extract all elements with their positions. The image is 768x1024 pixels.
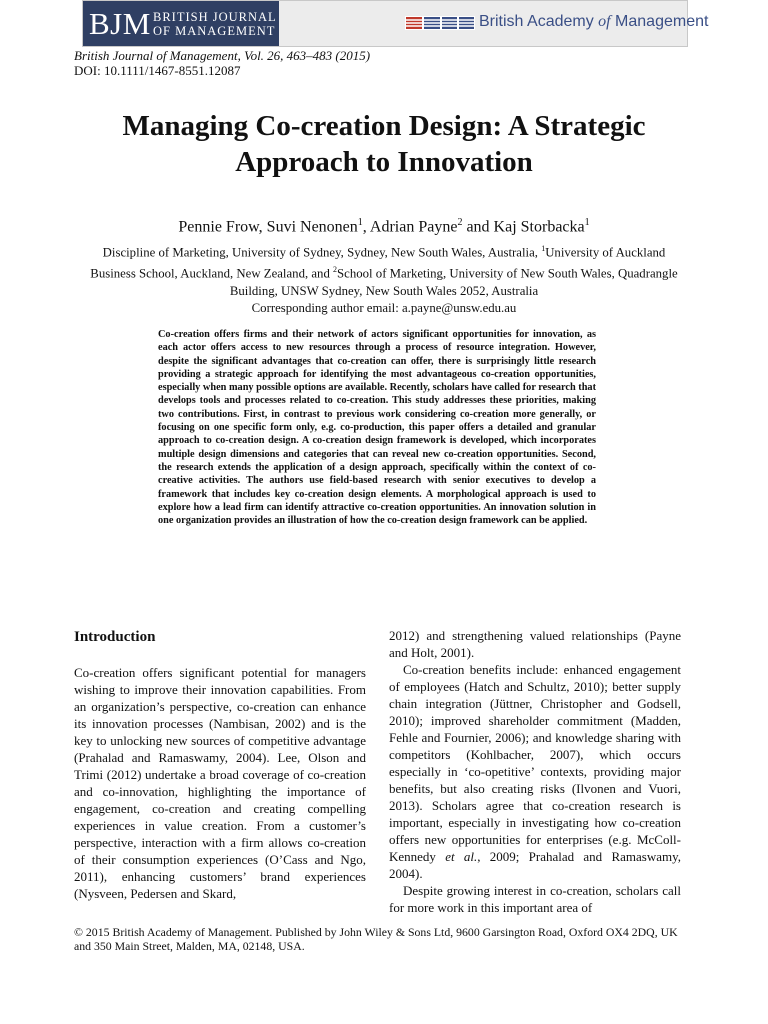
article-title: Managing Co-creation Design: A Strategic Approach to Innovation xyxy=(122,110,646,178)
citation-journal: British Journal of Management, Vol. 26, 463–483 (2015) xyxy=(74,48,371,63)
journal-name-line1: BRITISH JOURNAL xyxy=(153,10,277,24)
citation-doi: DOI: 10.1111/1467-8551.12087 xyxy=(74,63,241,78)
journal-abbr: BJM xyxy=(89,6,151,41)
abstract: Co-creation offers firms and their network of actors significant opportunities for innovation, as each actor offers access to new resources through a process of resource integration. However, despite the significant advantages that co-creation can offer, there is surprisingly little research providing a strategic approach for identifying the most advantageous co-creation opportunities, especially when many possible options are available. Recently, scholars have called for research that develops tools and processes related to co-creation. This study addresses these priorities, making two contributions. First, in contrast to previous work considering co-creation more generally, or focusing on one specific form only, e.g. co-production, this paper offers a detailed and granular approach to co-creation design. A co-creation design framework is developed, which incorporates multiple design dimensions and categories that can reveal new co-creation opportunities. Second, the research extends the application of a design approach, specifically within the context of co-creative activities. The authors use field-based research with senior executives to develop a framework that includes key co-creation design elements. A morphological approach is used to explore how a lead firm can identify attractive co-creation opportunities. An innovation solution in one organization provides an illustration of how the co-creation design framework can be applied. xyxy=(158,329,596,527)
copyright-notice: © 2015 British Academy of Management. Published by John Wiley & Sons Ltd, 9600 Garsington Road, Oxford OX4 2DQ, UK and 350 Main Street, Malden, MA, 02148, USA. xyxy=(74,925,678,953)
citation xyxy=(74,48,370,78)
body-column-left xyxy=(74,627,366,902)
paragraph: Co-creation offers significant potential for managers wishing to improve their innovation capabilities. From an organization’s perspective, co-creation can enhance its innovation processes (Nambisan, 2002) and is the key to unlocking new sources of competitive advantage (Prahalad and Ramaswamy, 2004). Lee, Olson and Trimi (2012) undertake a broad coverage of co-creation and co-innovation, highlighting the importance of engagement, co-creation and creating compelling experiences in value creation. From a customer’s perspective, interaction with a firm allows co-creation of their consumption experiences (O’Cass and Ngo, 2011), enhancing customers’ brand experiences (Nysveen, Pedersen and Skard, xyxy=(74,665,366,901)
journal-logo xyxy=(83,1,279,46)
author-list: Pennie Frow, Suvi Nenonen$^1$, Adrian Payne$^2$ and Kaj Storbacka$^1$ xyxy=(178,217,590,236)
publisher-logo-icon xyxy=(405,16,475,30)
publisher-name: British Academy of Management xyxy=(479,13,709,30)
paragraph: Despite growing interest in co-creation, scholars call for more work in this important area of xyxy=(389,883,681,915)
section-heading: Introduction xyxy=(74,629,156,645)
journal-name xyxy=(153,10,277,38)
paragraph: Co-creation benefits include: enhanced engagement of employees (Hatch and Schultz, 2010); better supply chain integration (Jüttner, Christopher and Godsell, 2010); improved shareholder commitment (Madden, Fehle and Fournier, 2006); and knowledge sharing with competitors (Kohlbacher, 2007), which occurs especially in ‘co-opetitive’ contexts, providing major benefits, but also creating risks (Ilvonen and Vuori, 2013). Scholars agree that co-creation research is important, especially in investigating how co-creation offers new opportunities for enterprises (e.g. McColl-Kennedy et al., 2009; Prahalad and Ramaswamy, 2004). xyxy=(389,662,681,881)
journal-banner xyxy=(82,0,709,47)
journal-name-line2: OF MANAGEMENT xyxy=(153,24,276,38)
corresponding-email: Corresponding author email: a.payne@unsw.edu.au xyxy=(251,300,517,315)
body-column-right xyxy=(389,627,681,916)
paragraph: 2012) and strengthening valued relationships (Payne and Holt, 2001). xyxy=(389,628,681,660)
affiliations: Discipline of Marketing, University of Sydney, Sydney, New South Wales, Australia, $^1$University of Auckland Business School, Auckland, New Zealand, and $^2$School of Marketing, University of New South Wales, Quadrangle Building, UNSW Sydney, New South Wales 2052, Australia Corresponding author email: a.payne@unsw.edu.au xyxy=(90,244,678,315)
